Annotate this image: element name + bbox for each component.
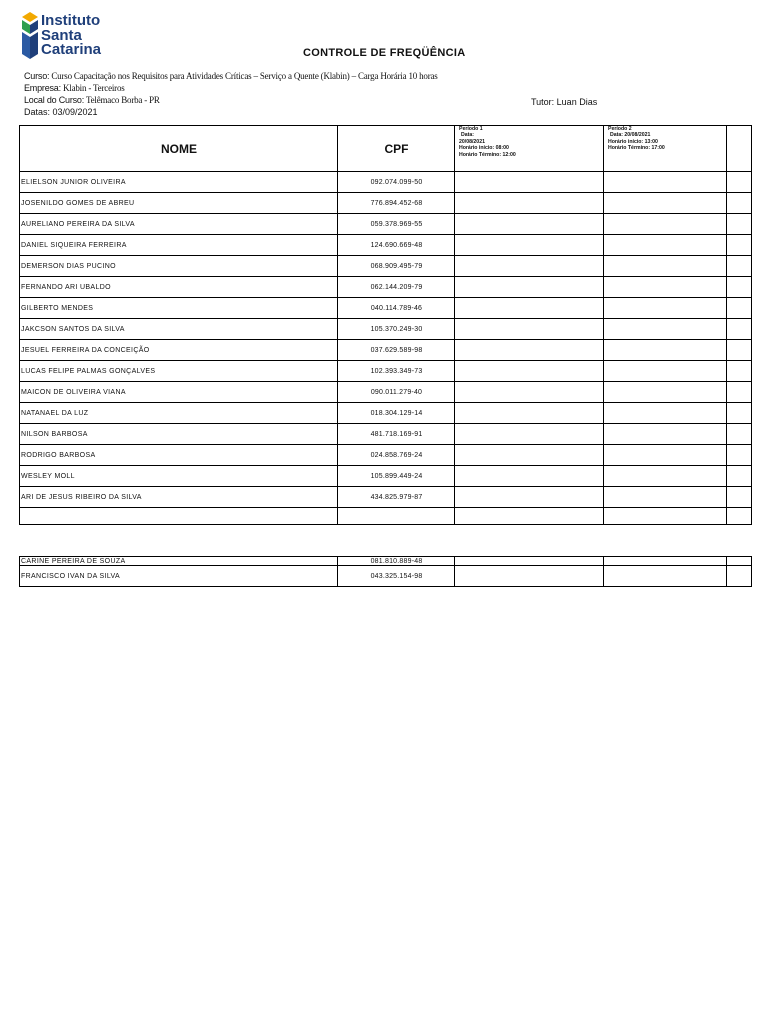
period-2-signature-cell[interactable] (604, 298, 727, 319)
extra-cell[interactable] (727, 403, 752, 424)
table-row (20, 277, 752, 298)
table-row (20, 319, 752, 340)
table-row (20, 340, 752, 361)
attendee-name: JAKCSON SANTOS DA SILVA (20, 319, 338, 340)
logo-line-3: Catarina (41, 41, 102, 58)
dates-line: Datas: 03/09/2021 (24, 107, 98, 117)
attendee-cpf: 124.690.669-48 (338, 235, 455, 256)
empty-cell[interactable] (338, 508, 455, 525)
attendee-name: AURELIANO PEREIRA DA SILVA (20, 214, 338, 235)
attendee-cpf: 081.810.889-48 (338, 557, 455, 566)
extra-cell[interactable] (727, 319, 752, 340)
table-row (20, 214, 752, 235)
period-2-signature-cell[interactable] (604, 557, 727, 566)
course-label: Curso: (24, 71, 50, 81)
period-1-signature-cell[interactable] (455, 424, 604, 445)
table-row (20, 298, 752, 319)
attendee-cpf: 481.718.169-91 (338, 424, 455, 445)
period-2-signature-cell[interactable] (604, 361, 727, 382)
attendee-name: GILBERTO MENDES (20, 298, 338, 319)
attendee-name: NILSON BARBOSA (20, 424, 338, 445)
extra-cell[interactable] (727, 193, 752, 214)
location-line (24, 95, 160, 105)
course-line (24, 71, 438, 81)
period-2-signature-cell[interactable] (604, 487, 727, 508)
period-1-signature-cell[interactable] (455, 361, 604, 382)
attendee-cpf: 040.114.789-46 (338, 298, 455, 319)
extra-column-header (727, 126, 752, 172)
period-2-signature-cell[interactable] (604, 382, 727, 403)
attendee-cpf: 062.144.209-79 (338, 277, 455, 298)
period-1-signature-cell[interactable] (455, 340, 604, 361)
tutor-line: Tutor: Luan Dias (531, 97, 598, 107)
period-1-header (455, 126, 604, 172)
extra-cell[interactable] (727, 340, 752, 361)
period-1-start: Horário início: 08:00 (459, 145, 509, 152)
extra-cell[interactable] (727, 424, 752, 445)
extra-cell[interactable] (727, 277, 752, 298)
period-1-signature-cell[interactable] (455, 172, 604, 193)
company-label: Empresa: (24, 83, 61, 93)
table-row (20, 256, 752, 277)
empty-cell[interactable] (727, 508, 752, 525)
extra-cell[interactable] (727, 566, 752, 587)
extra-cell[interactable] (727, 361, 752, 382)
attendance-table (19, 125, 752, 525)
period-1-signature-cell[interactable] (455, 382, 604, 403)
attendee-name: FERNANDO ARI UBALDO (20, 277, 338, 298)
extra-cell[interactable] (727, 172, 752, 193)
table-row (20, 566, 752, 587)
period-1-signature-cell[interactable] (455, 445, 604, 466)
attendee-name: DEMERSON DIAS PUCINO (20, 256, 338, 277)
period-1-signature-cell[interactable] (455, 319, 604, 340)
table-header-row (20, 126, 752, 172)
column-header-cpf: CPF (338, 126, 455, 172)
logo-text (41, 14, 101, 58)
document-title: CONTROLE DE FREQÜÊNCIA (303, 47, 466, 59)
empty-cell[interactable] (604, 508, 727, 525)
table-row (20, 424, 752, 445)
attendee-cpf: 090.011.279-40 (338, 382, 455, 403)
company-value: Klabin - Terceiros (62, 83, 125, 93)
attendee-name: ARI DE JESUS RIBEIRO DA SILVA (20, 487, 338, 508)
table-row (20, 403, 752, 424)
attendee-cpf: 105.370.249-30 (338, 319, 455, 340)
extra-cell[interactable] (727, 235, 752, 256)
period-1-signature-cell[interactable] (455, 235, 604, 256)
logo-line-1: Instituto (41, 12, 101, 29)
attendee-cpf: 105.899.449-24 (338, 466, 455, 487)
period-1-signature-cell[interactable] (455, 487, 604, 508)
attendee-name: RODRIGO BARBOSA (20, 445, 338, 466)
logo-line-2: Santa (41, 26, 82, 44)
period-1-signature-cell[interactable] (455, 403, 604, 424)
period-2-end: Horário Término: 17:00 (608, 145, 665, 152)
period-2-signature-cell[interactable] (604, 466, 727, 487)
table-row (20, 361, 752, 382)
period-2-signature-cell[interactable] (604, 256, 727, 277)
attendee-cpf: 037.629.589-98 (338, 340, 455, 361)
extra-cell[interactable] (727, 445, 752, 466)
period-2-start: Horário início: 13:00 (608, 138, 658, 145)
extra-cell[interactable] (727, 382, 752, 403)
period-2-signature-cell[interactable] (604, 214, 727, 235)
period-2-signature-cell[interactable] (604, 566, 727, 587)
empty-table-row (20, 508, 752, 525)
attendee-cpf: 776.894.452-68 (338, 193, 455, 214)
period-2-signature-cell[interactable] (604, 403, 727, 424)
attendee-cpf: 018.304.129-14 (338, 403, 455, 424)
institute-logo (20, 12, 130, 62)
period-1-signature-cell[interactable] (455, 277, 604, 298)
table-row (20, 487, 752, 508)
extra-cell[interactable] (727, 466, 752, 487)
attendee-cpf: 068.909.495-79 (338, 256, 455, 277)
period-2-title: Período 2 (608, 126, 632, 132)
location-label: Local do Curso: (24, 95, 85, 105)
attendee-cpf: 092.074.099-50 (338, 172, 455, 193)
period-2-signature-cell[interactable] (604, 340, 727, 361)
empty-cell[interactable] (20, 508, 338, 525)
period-1-signature-cell[interactable] (455, 557, 604, 566)
attendee-name: JOSENILDO GOMES DE ABREU (20, 193, 338, 214)
period-2-signature-cell[interactable] (604, 193, 727, 214)
table-row (20, 172, 752, 193)
period-2-header (604, 126, 727, 172)
extra-cell[interactable] (727, 256, 752, 277)
empty-cell[interactable] (455, 508, 604, 525)
table-row (20, 235, 752, 256)
period-1-title: Período 1 (459, 126, 483, 132)
extra-cell[interactable] (727, 557, 752, 566)
attendee-cpf: 434.825.979-87 (338, 487, 455, 508)
table-row (20, 193, 752, 214)
table-row (20, 382, 752, 403)
course-value: Curso Capacitação nos Requisitos para Atividades Críticas – Serviço a Quente (Klabin) – Carga Horária 10 horas (51, 71, 438, 81)
attendee-cpf: 059.378.969-55 (338, 214, 455, 235)
period-2-signature-cell[interactable] (604, 277, 727, 298)
extra-cell[interactable] (727, 298, 752, 319)
attendee-name: FRANCISCO IVAN DA SILVA (20, 566, 338, 587)
attendee-name: MAICON DE OLIVEIRA VIANA (20, 382, 338, 403)
period-2-signature-cell[interactable] (604, 235, 727, 256)
extra-cell[interactable] (727, 487, 752, 508)
period-2-signature-cell[interactable] (604, 445, 727, 466)
attendee-name: DANIEL SIQUEIRA FERREIRA (20, 235, 338, 256)
attendee-name: JESUEL FERREIRA DA CONCEIÇÃO (20, 340, 338, 361)
period-1-signature-cell[interactable] (455, 214, 604, 235)
table-row (20, 557, 752, 566)
period-1-signature-cell[interactable] (455, 193, 604, 214)
period-1-end: Horário Término: 12:00 (459, 151, 516, 158)
attendee-name: CARINE PEREIRA DE SOUZA (20, 557, 338, 566)
attendee-cpf: 102.393.349-73 (338, 361, 455, 382)
attendee-name: ELIELSON JUNIOR OLIVEIRA (20, 172, 338, 193)
period-1-signature-cell[interactable] (455, 566, 604, 587)
period-2-signature-cell[interactable] (604, 319, 727, 340)
period-2-signature-cell[interactable] (604, 172, 727, 193)
period-1-date: 20/08/2021 (459, 138, 485, 145)
attendee-name: NATANAEL DA LUZ (20, 403, 338, 424)
attendee-cpf: 024.858.769-24 (338, 445, 455, 466)
logo-mark-icon (20, 12, 40, 60)
column-header-name: NOME (20, 126, 338, 172)
location-value: Telêmaco Borba - PR (85, 95, 160, 105)
period-1-date-label: Data: (461, 132, 474, 139)
period-1-signature-cell[interactable] (455, 466, 604, 487)
period-2-date: Data: 20/08/2021 (610, 132, 651, 139)
period-2-signature-cell[interactable] (604, 424, 727, 445)
table-row (20, 445, 752, 466)
extra-cell[interactable] (727, 214, 752, 235)
attendee-name: WESLEY MOLL (20, 466, 338, 487)
period-1-signature-cell[interactable] (455, 256, 604, 277)
period-1-signature-cell[interactable] (455, 298, 604, 319)
company-line (24, 83, 125, 93)
attendance-table-additional (19, 556, 752, 587)
attendee-name: LUCAS FELIPE PALMAS GONÇALVES (20, 361, 338, 382)
table-row (20, 466, 752, 487)
attendee-cpf: 043.325.154-98 (338, 566, 455, 587)
